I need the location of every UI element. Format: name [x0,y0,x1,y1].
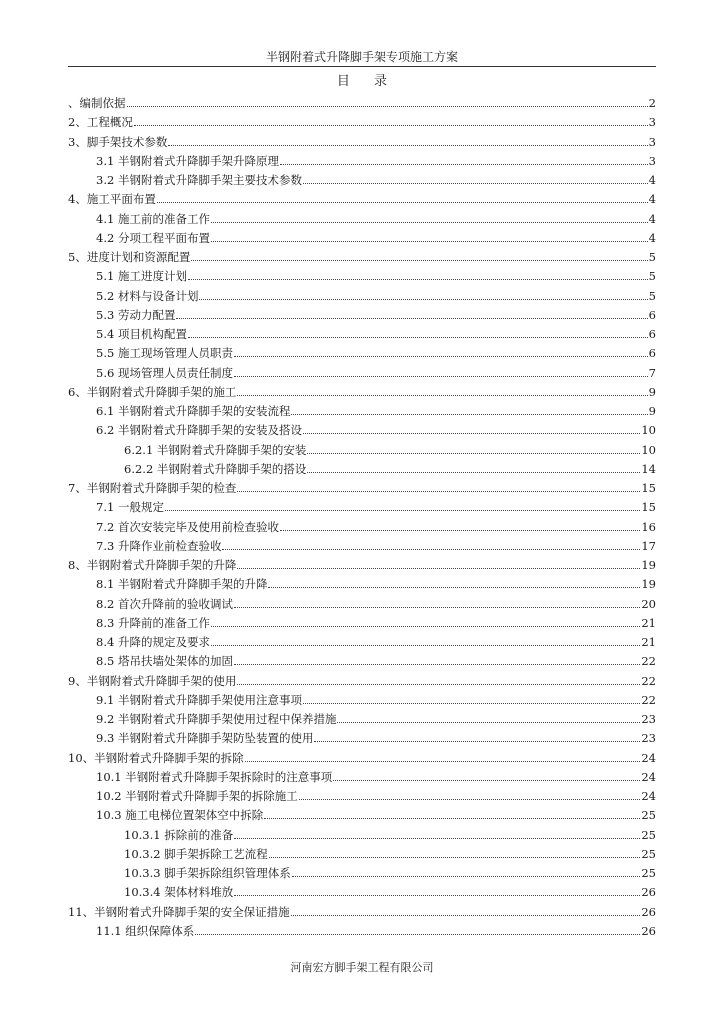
toc-entry[interactable] [68,91,656,110]
toc-leader-dots [245,761,641,762]
page-footer: 河南宏方脚手架工程有限公司 [290,961,434,974]
toc-entry-label: 5、进度计划和资源配置 [68,250,191,264]
toc-entry-page-number: 6 [648,307,656,322]
toc-leader-dots [333,780,640,781]
toc-entry-label: 7.1 一般规定 [96,500,164,515]
toc-leader-dots [211,645,640,646]
toc-entry[interactable] [96,688,656,707]
toc-entry-page-number: 16 [641,519,656,534]
header-divider [68,66,656,67]
toc-entry[interactable] [68,476,656,495]
toc-leader-dots [176,318,647,319]
toc-entry-page-number: 19 [641,577,656,592]
toc-leader-dots [307,472,640,473]
toc-entry[interactable] [96,572,656,591]
toc-entry-page-number: 15 [641,481,656,495]
toc-entry-page-number: 20 [641,596,656,611]
toc-entry-page-number: 24 [641,789,656,803]
toc-leader-dots [211,222,648,223]
toc-leader-dots [211,241,648,242]
toc-entry-page-number: 25 [641,846,656,861]
toc-entry-page-number: 25 [641,808,656,823]
toc-entry-label: 4.1 施工前的准备工作 [96,211,210,226]
toc-leader-dots [280,164,648,165]
toc-entry[interactable] [96,418,656,437]
toc-entry-label: 7、半钢附着式升降脚手架的检查 [68,481,237,495]
toc-entry-page-number: 25 [641,827,656,842]
toc-entry-label: 10、半钢附着式升降脚手架的拆除 [68,750,244,765]
toc-entry-label: 8.2 首次升降前的验收调试 [96,596,233,611]
toc-entry[interactable] [96,284,656,303]
toc-entry-page-number: 9 [648,384,656,399]
toc-entry-label: 9.2 半钢附着式升降脚手架使用过程中保养措施 [96,712,337,726]
toc-leader-dots [237,491,640,492]
toc-entry-page-number: 15 [641,500,656,515]
toc-entry-label: 6.2 半钢附着式升降脚手架的安装及搭设 [96,423,302,438]
toc-entry-label: 6.2.2 半钢附着式升降脚手架的搭设 [124,461,307,476]
toc-entry[interactable] [96,226,656,245]
toc-leader-dots [291,414,647,415]
toc-entry-page-number: 25 [641,866,656,880]
toc-leader-dots [165,510,640,511]
toc-entry[interactable] [96,765,656,784]
toc-entry-label: 6、半钢附着式升降脚手架的施工 [68,384,237,399]
toc-entry-label: 3.2 半钢附着式升降脚手架主要技术参数 [96,173,302,187]
toc-entry-label: 9.3 半钢附着式升降脚手架防坠装置的使用 [96,731,314,746]
toc-entry-page-number: 9 [648,404,656,418]
toc-entry-label: 5.4 项目机构配置 [96,327,187,341]
toc-entry[interactable] [68,900,656,919]
toc-leader-dots [191,260,647,261]
toc-entry[interactable] [96,361,656,380]
toc-entry-label: 7.3 升降作业前检查验收 [96,538,222,553]
toc-entry[interactable] [96,322,656,341]
toc-entry-page-number: 3 [648,115,656,130]
page-header: 半钢附着式升降脚手架专项施工方案 [265,50,458,64]
toc-entry-label: 9、半钢附着式升降脚手架的使用 [68,673,237,688]
toc-entry-page-number: 5 [648,269,656,284]
toc-entry[interactable] [96,919,656,938]
toc-entry[interactable] [96,341,656,360]
toc-leader-dots [188,337,648,338]
toc-entry-label: 8、半钢附着式升降脚手架的升降 [68,558,237,572]
toc-entry-page-number: 4 [648,211,656,226]
toc-entry-label: 2、工程概况 [68,115,133,130]
toc-entry-label: 5.1 施工进度计划 [96,269,187,284]
toc-entry[interactable] [124,842,656,861]
toc-entry[interactable] [68,245,656,264]
toc-entry[interactable] [96,803,656,822]
toc-entry-label: 10.3.2 脚手架拆除工艺流程 [124,846,268,861]
toc-entry-page-number: 10 [641,442,656,457]
toc-entry-label: 5.3 劳动力配置 [96,307,176,322]
toc-leader-dots [264,818,640,819]
toc-entry-page-number: 4 [648,173,656,187]
toc-leader-dots [234,607,640,608]
toc-entry-page-number: 14 [641,461,656,476]
toc-entry[interactable] [96,534,656,553]
toc-entry-label: 10.1 半钢附着式升降脚手架拆除时的注意事项 [96,769,333,784]
toc-entry-page-number: 24 [641,769,656,784]
toc-leader-dots [168,145,647,146]
toc-entry-label: 11、半钢附着式升降脚手架的安全保证措施 [68,904,290,919]
toc-leader-dots [234,356,648,357]
toc-entry[interactable] [68,380,656,399]
toc-entry-label: 9.1 半钢附着式升降脚手架使用注意事项 [96,692,302,707]
toc-entry-page-number: 26 [641,885,656,900]
toc-leader-dots [280,530,640,531]
toc-entry[interactable] [68,187,656,206]
toc-entry-page-number: 5 [648,288,656,303]
toc-entry-page-number: 26 [641,923,656,938]
toc-entry[interactable] [96,168,656,187]
toc-entry-page-number: 4 [648,230,656,245]
toc-entry-page-number: 22 [641,692,656,707]
toc-leader-dots [303,433,640,434]
toc-leader-dots [269,857,641,858]
toc-leader-dots [268,587,640,588]
toc-entry[interactable] [68,130,656,149]
toc-entry[interactable] [124,823,656,842]
toc-entry-label: 6.2.1 半钢附着式升降脚手架的安装 [124,442,307,457]
toc-entry-label: 11.1 组织保障体系 [96,923,195,938]
toc-title: 目 录 [336,74,398,89]
toc-leader-dots [307,453,640,454]
toc-entry[interactable] [96,515,656,534]
toc-entry-label: 10.3 施工电梯位置架体空中拆除 [96,808,264,823]
toc-entry[interactable] [124,457,656,476]
toc-entry-page-number: 5 [648,250,656,264]
toc-entry[interactable] [96,207,656,226]
toc-entry-page-number: 23 [641,712,656,726]
toc-entry[interactable] [68,110,656,129]
toc-entry[interactable] [96,611,656,630]
toc-entry-page-number: 2 [648,96,656,110]
toc-entry-label: 10.2 半钢附着式升降脚手架的拆除施工 [96,789,298,803]
toc-entry-label: 4.2 分项工程平面布置 [96,230,210,245]
toc-entry[interactable] [96,399,656,418]
toc-entry-page-number: 4 [648,192,656,207]
toc-entry-label: 8.4 升降的规定及要求 [96,635,210,649]
toc-entry-page-number: 19 [641,558,656,572]
toc-entry-page-number: 23 [641,731,656,746]
toc-entry[interactable] [96,784,656,803]
toc-leader-dots [234,838,640,839]
toc-entry[interactable] [96,495,656,514]
toc-entry-label: 8.1 半钢附着式升降脚手架的升降 [96,577,268,592]
toc-leader-dots [237,568,640,569]
toc-entry[interactable] [124,438,656,457]
toc-entry-label: 5.5 施工现场管理人员职责 [96,346,233,361]
toc-entry-label: 5.2 材料与设备计划 [96,288,199,303]
toc-leader-dots [195,934,640,935]
toc-leader-dots [157,202,648,203]
toc-leader-dots [234,376,648,377]
toc-leader-dots [234,664,640,665]
toc-entry-page-number: 26 [641,904,656,919]
toc-leader-dots [234,895,640,896]
toc-entry-page-number: 10 [641,423,656,438]
toc-entry[interactable] [68,553,656,572]
toc-entry-page-number: 3 [648,134,656,149]
toc-entry-page-number: 22 [641,673,656,688]
toc-entry-label: 8.5 塔吊扶墙处架体的加固 [96,654,233,669]
toc-leader-dots [237,395,647,396]
toc-leader-dots [134,125,648,126]
toc-entry-label: 5.6 现场管理人员责任制度 [96,365,233,380]
toc-entry-label: 7.2 首次安装完毕及使用前检查验收 [96,519,279,534]
toc-entry[interactable] [96,264,656,283]
toc-entry-label: 8.3 升降前的准备工作 [96,615,210,630]
toc-entry-label: 10.3.3 脚手架拆除组织管理体系 [124,866,291,880]
toc-entry-page-number: 21 [641,635,656,649]
toc-leader-dots [303,703,640,704]
toc-entry[interactable] [124,861,656,880]
toc-leader-dots [337,722,640,723]
toc-entry[interactable] [96,649,656,668]
toc-entry-label: 、编制依据 [68,96,126,110]
toc-leader-dots [299,799,641,800]
toc-leader-dots [211,626,640,627]
toc-entry[interactable] [68,746,656,765]
toc-entry-label: 4、施工平面布置 [68,192,156,207]
toc-entry-page-number: 22 [641,654,656,669]
toc-entry[interactable] [96,149,656,168]
toc-leader-dots [292,876,641,877]
toc-entry[interactable] [68,669,656,688]
toc-entry-label: 10.3.1 拆除前的准备 [124,827,234,842]
toc-entry-label: 3.1 半钢附着式升降脚手架升降原理 [96,153,279,168]
toc-entry[interactable] [96,303,656,322]
toc-leader-dots [199,299,647,300]
toc-entry[interactable] [96,592,656,611]
toc-entry[interactable] [96,630,656,649]
toc-entry-page-number: 24 [641,750,656,765]
toc-entry-page-number: 21 [641,615,656,630]
toc-entry-page-number: 17 [641,538,656,553]
toc-leader-dots [127,106,648,107]
toc-leader-dots [237,684,640,685]
toc-leader-dots [303,183,648,184]
toc-leader-dots [314,741,640,742]
toc-entry-page-number: 3 [648,153,656,168]
toc-leader-dots [291,915,641,916]
toc-entry-label: 6.1 半钢附着式升降脚手架的安装流程 [96,404,291,418]
toc-entry-label: 10.3.4 架体材料堆放 [124,885,234,900]
toc-entry-label: 3、脚手架技术参数 [68,134,168,149]
toc-leader-dots [188,279,648,280]
toc-leader-dots [222,549,640,550]
toc-entry[interactable] [124,880,656,899]
toc-entry[interactable] [96,726,656,745]
toc-entry-page-number: 6 [648,346,656,361]
toc-entry-page-number: 6 [648,327,656,341]
toc-entry-page-number: 7 [648,365,656,380]
toc-entry[interactable] [96,707,656,726]
